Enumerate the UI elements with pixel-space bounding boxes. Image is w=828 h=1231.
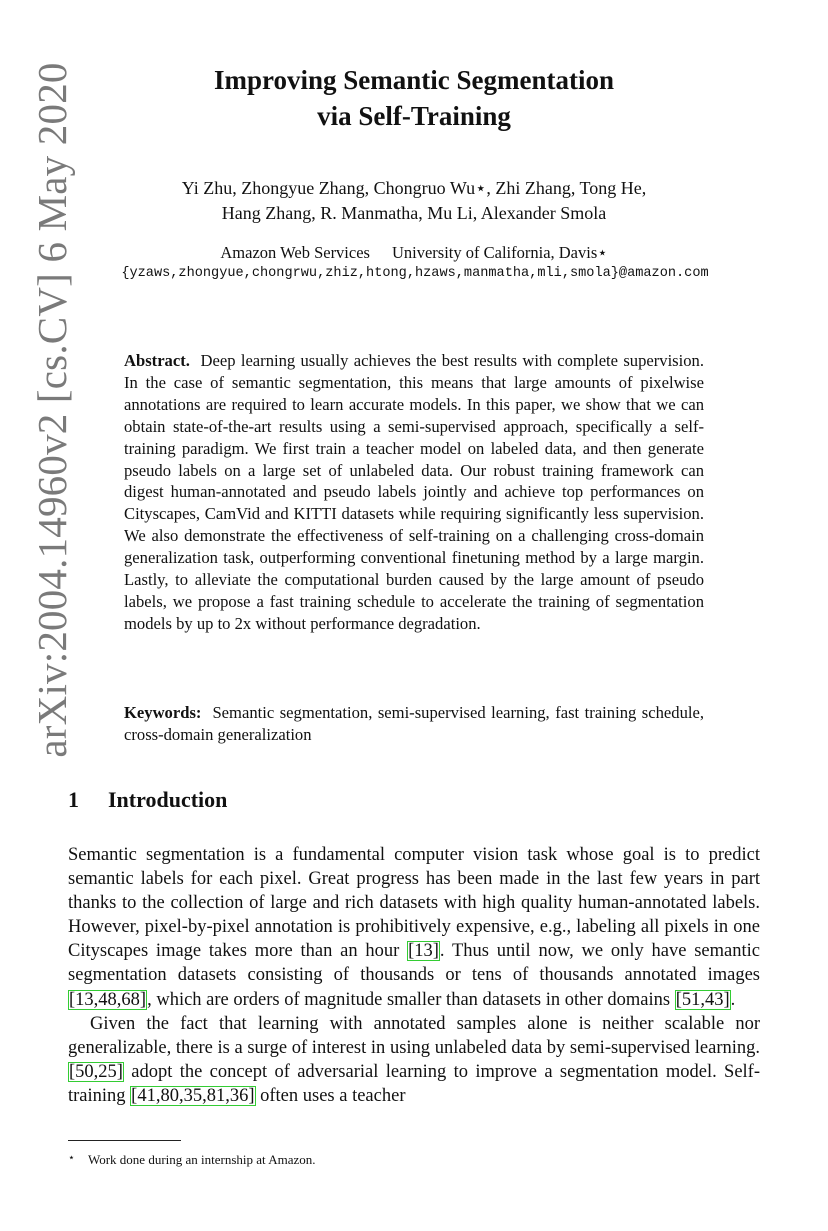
citation-link[interactable]: [13] — [408, 941, 439, 962]
section-number: 1 — [68, 787, 79, 812]
affiliation-amazon: Amazon Web Services — [220, 243, 370, 262]
introduction-body — [68, 843, 760, 1108]
keywords-text: Semantic segmentation, semi-supervised learning, fast training schedule, cross-domain generalization — [124, 703, 704, 744]
abstract-label: Abstract. — [124, 351, 190, 370]
citation-link[interactable]: [13,48,68] — [69, 989, 147, 1010]
paragraph-text: . Thus until now, we only have semantic segmentation datasets consisting of thousands or tens of thousands annotated images — [68, 941, 760, 986]
title-line-2: via Self-Training — [317, 101, 511, 131]
paragraph-2 — [68, 1012, 760, 1108]
citation-link[interactable]: [50,25] — [69, 1061, 123, 1082]
author-emails: {yzaws,zhongyue,chongrwu,zhiz,htong,hzaws,manmatha,mli,smola}@amazon.com — [121, 266, 709, 281]
author-list — [90, 176, 738, 226]
affiliation-ucdavis: University of California, Davis⋆ — [391, 243, 608, 262]
paragraph-text: . — [730, 989, 736, 1010]
abstract — [124, 350, 704, 635]
footnote-text: Work done during an internship at Amazon. — [88, 1152, 316, 1167]
paper-title — [100, 62, 728, 134]
authors-line-2: Hang Zhang, R. Manmatha, Mu Li, Alexander Smola — [221, 203, 607, 223]
title-line-1: Improving Semantic Segmentation — [213, 65, 614, 95]
keywords-label: Keywords: — [124, 703, 202, 722]
paragraph-text: Given the fact that learning with annotated samples alone is neither scalable nor generalizable, there is a surge of interest in using unlabeled data by semi-supervised learning. — [68, 1013, 760, 1058]
abstract-text: Deep learning usually achieves the best results with complete supervision. In the case of semantic segmentation, this means that large amounts of pixelwise annotations are required to learn accurate models. In this paper, we show that we can obtain state-of-the-art results using a semi-supervised approach, specifically a self-training paradigm. We first train a teacher model on labeled data, and then generate pseudo labels on a large set of unlabeled data. Our robust training framework can digest human-annotated and pseudo labels jointly and achieve top performances on Cityscapes, CamVid and KITTI datasets while requiring significantly less supervision. We also demonstrate the effectiveness of self-training on a challenging cross-domain generalization task, outperforming conventional finetuning method by a large margin. Lastly, to alleviate the computational burden caused by the large amount of pseudo labels, we propose a fast training schedule to accelerate the training of segmentation models by up to 2x without performance degradation. — [124, 351, 704, 633]
keywords — [124, 702, 704, 746]
arxiv-sidebar — [28, 60, 76, 760]
paragraph-text: adopt the concept of adversarial learning to improve a segmentation model. Self-training — [68, 1061, 760, 1106]
footnote-mark: ⋆ — [68, 1152, 75, 1164]
citation-link[interactable]: [51,43] — [675, 989, 730, 1010]
section-heading-introduction — [68, 787, 227, 813]
footnote — [68, 1151, 316, 1168]
paragraph-text: , which are orders of magnitude smaller than datasets in other domains — [147, 989, 675, 1010]
paragraph-1 — [68, 843, 760, 1012]
paragraph-text: Semantic segmentation is a fundamental computer vision task whose goal is to predict semantic labels for each pixel. Great progress has been made in the last few years in part thanks to the collection of large and rich datasets with high quality human-annotated labels. However, pixel-by-pixel annotation is prohibitively expensive, e.g., labeling all pixels in one Cityscapes image takes more than an hour — [68, 845, 760, 962]
paragraph-text: often uses a teacher — [255, 1085, 406, 1106]
footnote-divider — [68, 1140, 181, 1141]
citation-link[interactable]: [41,80,35,81,36] — [131, 1085, 255, 1106]
affiliations — [90, 243, 738, 263]
authors-line-1: Yi Zhu, Zhongyue Zhang, Chongruo Wu⋆, Zhi Zhang, Tong He, — [181, 178, 647, 198]
arxiv-identifier: arXiv:2004.14960v2 [cs.CV] 6 May 2020 — [29, 62, 75, 758]
section-title: Introduction — [108, 787, 228, 812]
